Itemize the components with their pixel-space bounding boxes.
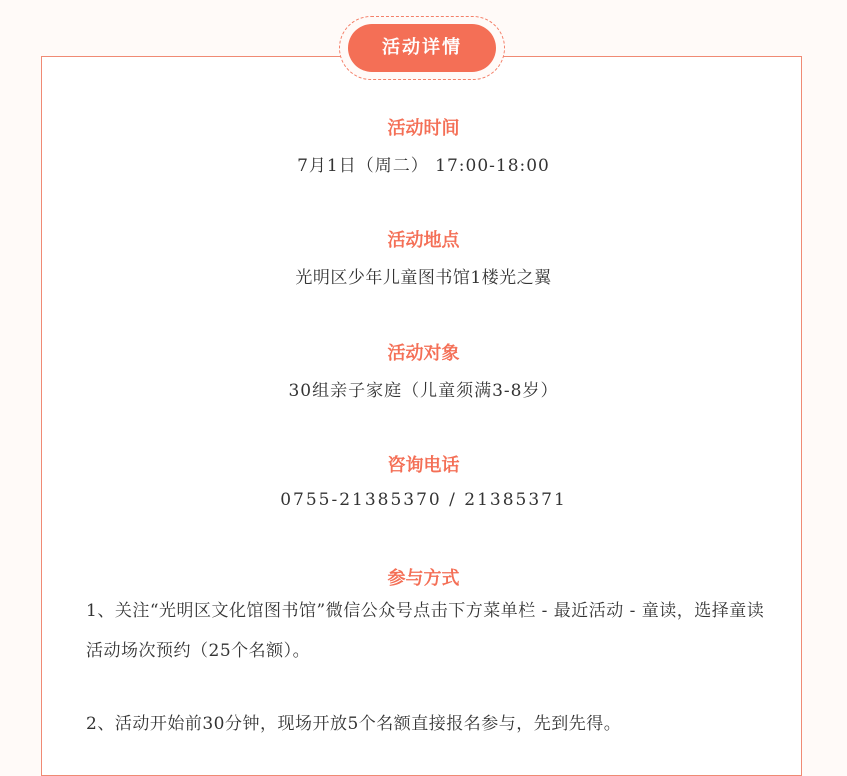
participation-step-2: 2、活动开始前30分钟，现场开放5个名额直接报名参与，先到先得。 [86,714,622,734]
phone-heading: 咨询电话 [387,455,460,476]
time-value: 7月1日（周二） 17:00-18:00 [297,156,550,176]
location-heading: 活动地点 [387,230,460,251]
section-badge: 活动详情 [348,24,496,72]
participation-step-1: 1、关注“光明区文化馆图书馆”微信公众号点击下方菜单栏 - 最近活动 - 童读，选择童读活动场次预约（25个名额）。 [86,601,765,661]
time-heading: 活动时间 [387,118,460,139]
audience-value: 30组亲子家庭（儿童须满3-8岁） [288,381,559,401]
location-value: 光明区少年儿童图书馆1楼光之翼 [295,268,552,288]
phone-value: 0755-21385370 / 21385371 [280,490,567,510]
section-badge-frame [339,16,505,80]
audience-heading: 活动对象 [387,343,460,364]
participation-heading: 参与方式 [387,568,460,589]
